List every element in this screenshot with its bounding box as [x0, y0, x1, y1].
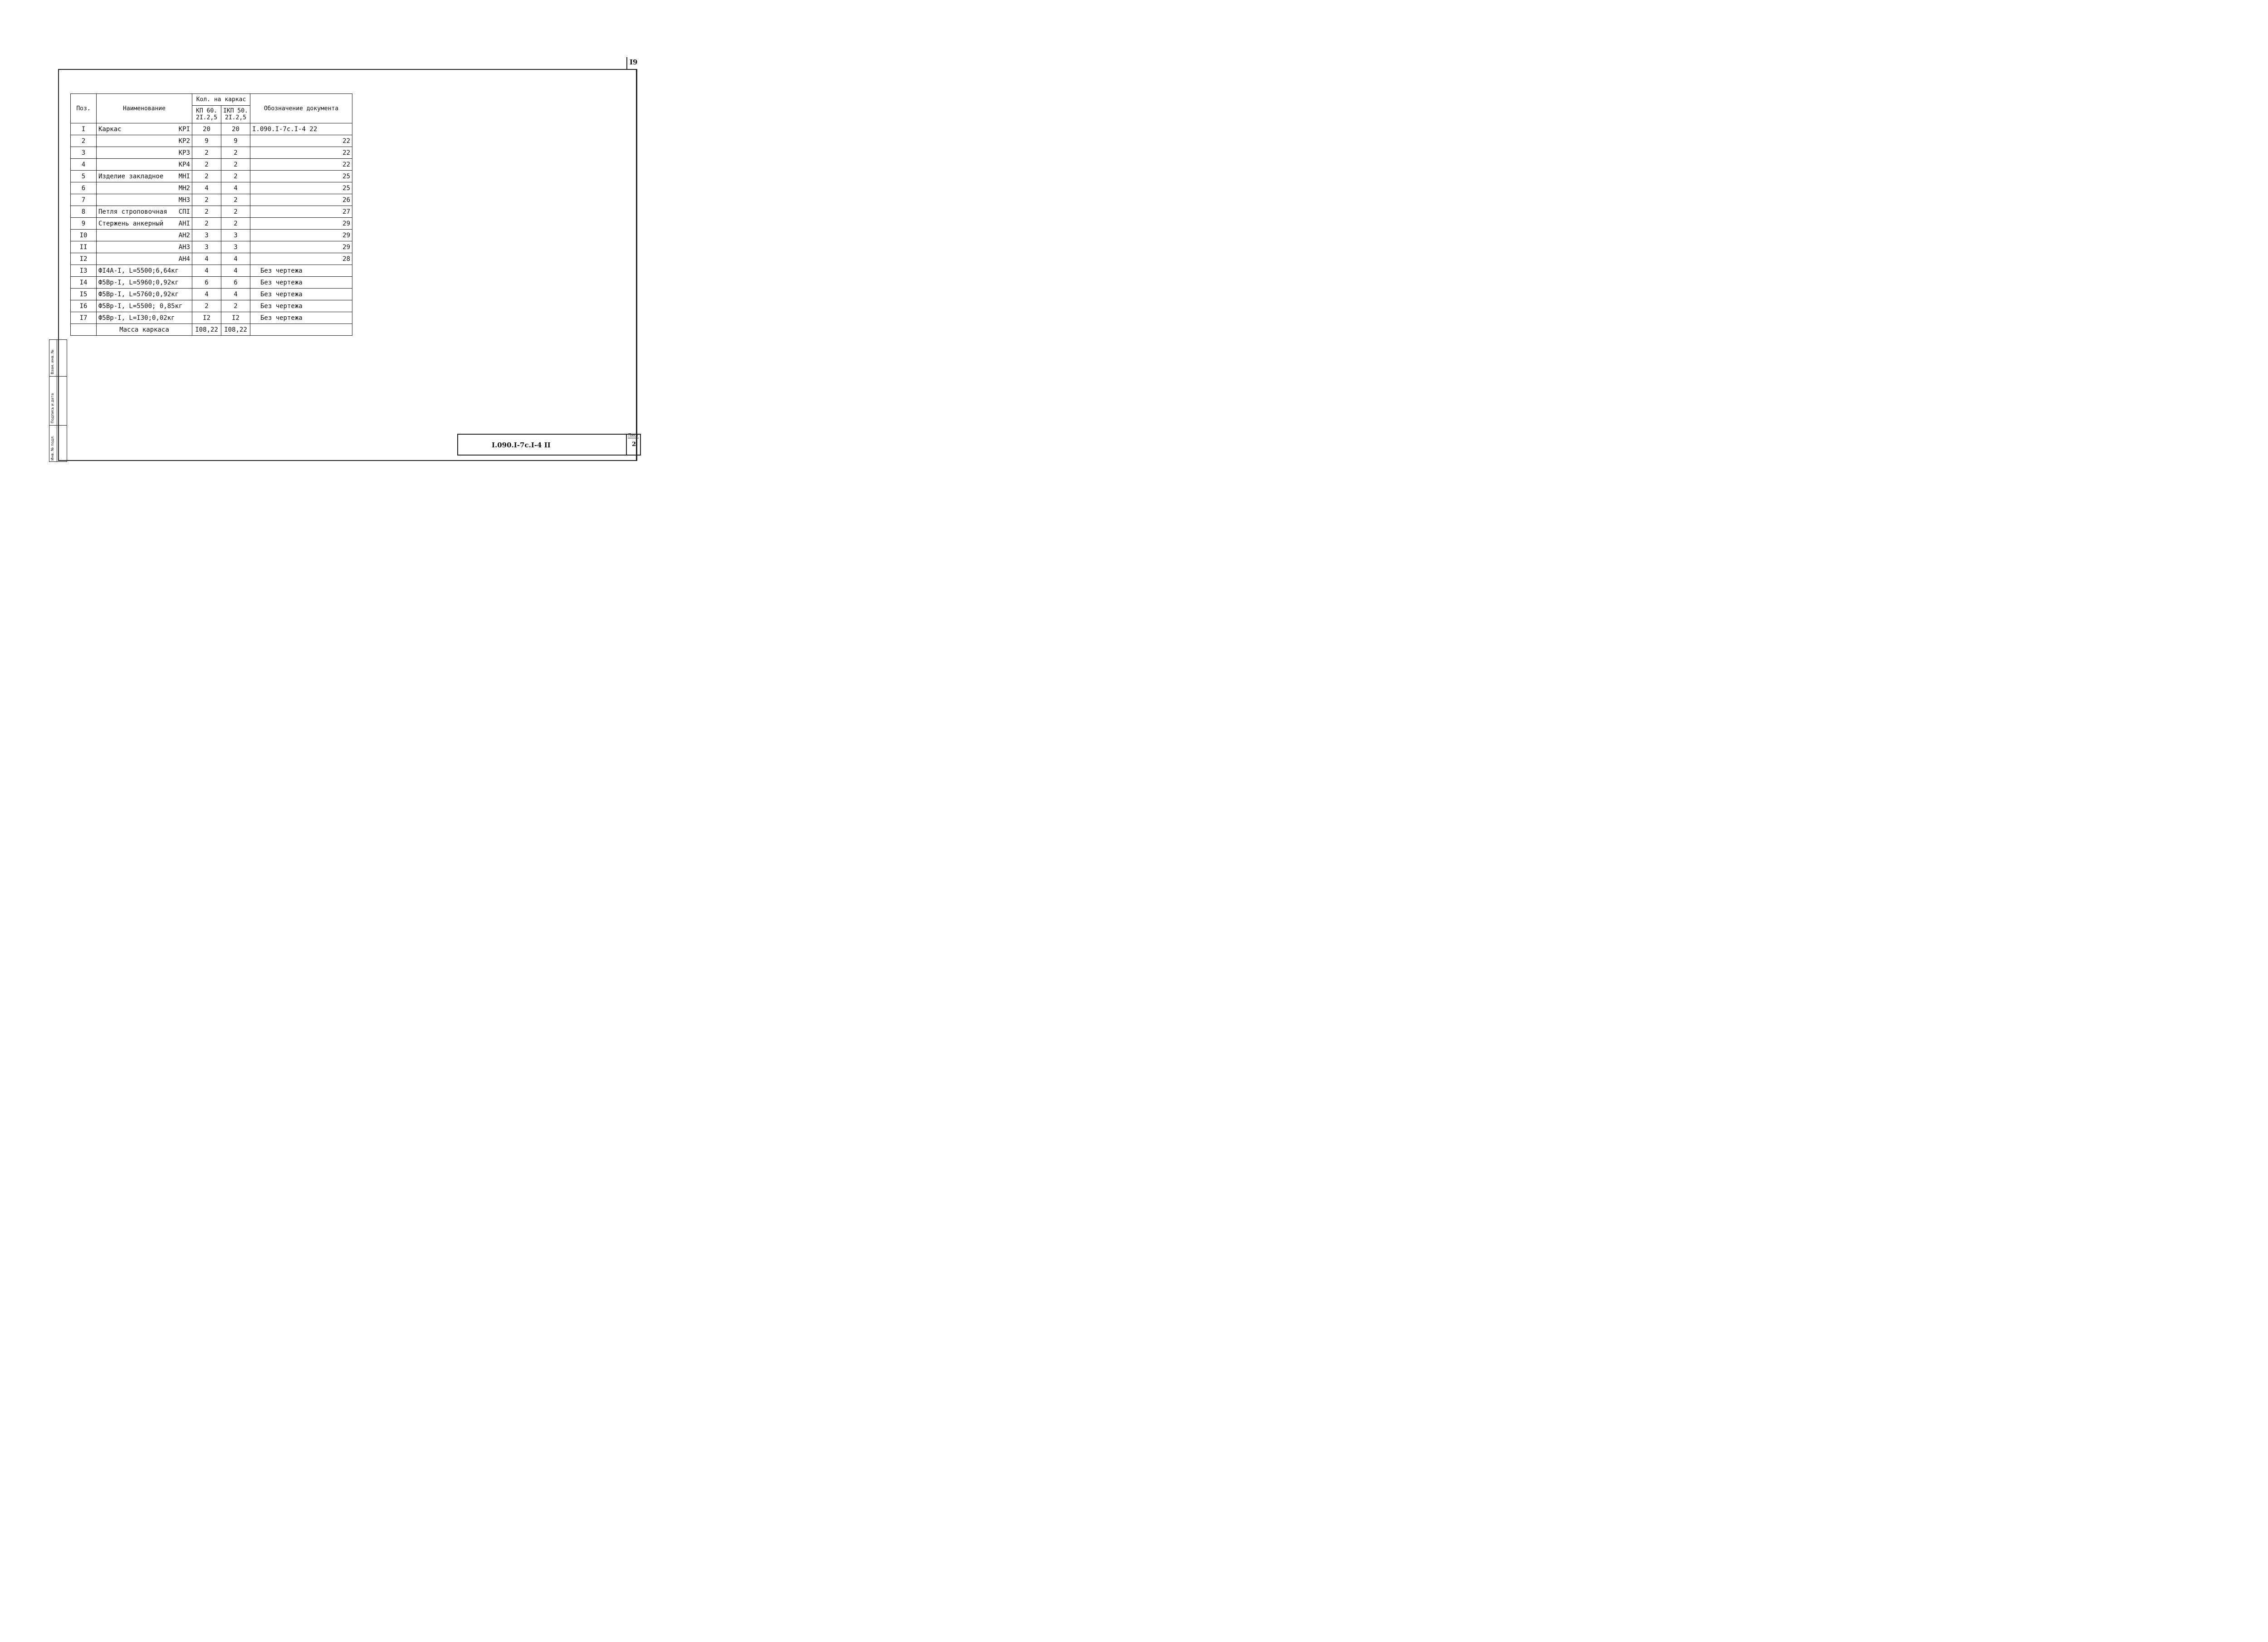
cell-qty1: 20	[192, 123, 221, 135]
cell-qty1: 2	[192, 159, 221, 171]
table-row	[71, 159, 352, 171]
item-name: Ф5Вр-I, L=5760;0,92кг	[98, 290, 179, 298]
cell-name	[97, 123, 192, 135]
cell-qty2: 2	[221, 171, 250, 182]
item-name: Стержень анкерный	[98, 220, 164, 227]
cell-name	[97, 206, 192, 218]
cell-name	[97, 147, 192, 159]
cell-name	[97, 241, 192, 253]
item-name: Ф5Вр-I, L=5500; 0,85кг	[98, 302, 183, 310]
cell-qty1: 4	[192, 253, 221, 265]
cell-qty2: 2	[221, 300, 250, 312]
total-q1: I08,22	[192, 324, 221, 336]
cell-pos: 7	[71, 194, 97, 206]
table-header-row	[71, 94, 352, 106]
cell-pos: 4	[71, 159, 97, 171]
stamp-sign-date: Подпись и дата	[50, 393, 54, 423]
cell-qty2: 3	[221, 230, 250, 241]
header-qty-col2: IКП 50. 2I.2,5	[221, 106, 250, 123]
item-mark: СПI	[178, 208, 190, 216]
cell-doc: 22	[250, 159, 352, 171]
item-mark: МН2	[178, 184, 190, 192]
item-name: ФI4А-I, L=5500;6,64кг	[98, 267, 179, 274]
cell-qty2: 2	[221, 194, 250, 206]
item-name: Ф5Вр-I, L=I30;0,02кг	[98, 314, 175, 322]
item-name: Изделие закладное	[98, 172, 164, 180]
cell-pos: I5	[71, 289, 97, 300]
item-mark: АНI	[178, 220, 190, 227]
cell-qty2: 2	[221, 218, 250, 230]
cell-pos: I6	[71, 300, 97, 312]
item-mark: КР2	[178, 137, 190, 145]
cell-qty1: 2	[192, 194, 221, 206]
header-pos: Поз.	[71, 94, 97, 123]
cell-doc: Без чертежа	[250, 265, 352, 277]
cell-qty1: 4	[192, 289, 221, 300]
cell-qty1: 2	[192, 147, 221, 159]
table-row	[71, 135, 352, 147]
cell-pos: 6	[71, 182, 97, 194]
cell-pos: I	[71, 123, 97, 135]
cell-qty2: 3	[221, 241, 250, 253]
cell-qty2: 4	[221, 289, 250, 300]
cell-pos: 2	[71, 135, 97, 147]
cell-doc: 25	[250, 171, 352, 182]
cell-qty2: 6	[221, 277, 250, 289]
table-row	[71, 265, 352, 277]
cell-name	[97, 300, 192, 312]
item-mark: КРI	[178, 125, 190, 133]
cell-qty1: 2	[192, 218, 221, 230]
total-q2: I08,22	[221, 324, 250, 336]
cell-doc: 26	[250, 194, 352, 206]
item-mark: АН4	[178, 255, 190, 263]
cell-name	[97, 230, 192, 241]
cell-doc: 29	[250, 230, 352, 241]
table-row	[71, 218, 352, 230]
header-name: Наименование	[97, 94, 192, 123]
cell-qty1: 3	[192, 241, 221, 253]
cell-qty2: 2	[221, 147, 250, 159]
cell-qty2: 4	[221, 253, 250, 265]
item-mark: КР4	[178, 161, 190, 168]
cell-pos: I2	[71, 253, 97, 265]
header-qty-col1: КП 60. 2I.2,5	[192, 106, 221, 123]
cell-qty2: 4	[221, 265, 250, 277]
cell-qty1: 3	[192, 230, 221, 241]
table-row	[71, 171, 352, 182]
cell-qty1: 2	[192, 206, 221, 218]
sheet-number: 2	[632, 441, 636, 448]
table-row	[71, 230, 352, 241]
cell-name	[97, 159, 192, 171]
cell-qty2: 2	[221, 159, 250, 171]
cell-doc: 27	[250, 206, 352, 218]
sheet-label: Лист	[628, 433, 639, 438]
cell-qty1: 9	[192, 135, 221, 147]
item-mark: МН3	[178, 196, 190, 204]
item-name: Петля строповочная	[98, 208, 167, 216]
item-mark: АН3	[178, 243, 190, 251]
table-row	[71, 206, 352, 218]
header-doc: Обозначение документа	[250, 94, 352, 123]
stamp-inv-orig: Инв. № подл.	[50, 435, 54, 461]
cell-doc: 29	[250, 241, 352, 253]
cell-name	[97, 135, 192, 147]
cell-name	[97, 277, 192, 289]
cell-name	[97, 312, 192, 324]
table-row	[71, 241, 352, 253]
item-mark: МНI	[178, 172, 190, 180]
table-row	[71, 289, 352, 300]
header-qty-group: Кол. на каркас	[192, 94, 250, 106]
cell-pos: 8	[71, 206, 97, 218]
cell-qty1: I2	[192, 312, 221, 324]
cell-qty1: 6	[192, 277, 221, 289]
cell-pos: II	[71, 241, 97, 253]
cell-doc: Без чертежа	[250, 277, 352, 289]
cell-doc: Без чертежа	[250, 289, 352, 300]
cell-name	[97, 194, 192, 206]
table-body	[71, 123, 352, 324]
cell-name	[97, 289, 192, 300]
cell-pos: 5	[71, 171, 97, 182]
margin-stamp	[49, 339, 67, 462]
item-name: Каркас	[98, 125, 122, 133]
cell-doc: I.090.I-7с.I-4 22	[250, 123, 352, 135]
table-row	[71, 253, 352, 265]
stamp-replace-inv: Взам. инв. №	[50, 349, 54, 374]
cell-qty2: 2	[221, 206, 250, 218]
cell-name	[97, 218, 192, 230]
page-number: I9	[630, 58, 638, 66]
cell-name	[97, 171, 192, 182]
cell-name	[97, 182, 192, 194]
table-row	[71, 300, 352, 312]
cell-pos: I4	[71, 277, 97, 289]
specification-table	[70, 93, 352, 336]
cell-pos: I7	[71, 312, 97, 324]
cell-doc: 22	[250, 147, 352, 159]
cell-qty2: 9	[221, 135, 250, 147]
cell-doc: 29	[250, 218, 352, 230]
document-code: I.090.I-7с.I-4 II	[492, 441, 551, 449]
cell-qty2: I2	[221, 312, 250, 324]
table-row	[71, 277, 352, 289]
cell-pos: I0	[71, 230, 97, 241]
cell-doc: 28	[250, 253, 352, 265]
table-row	[71, 123, 352, 135]
item-name: Ф5Вр-I, L=5960;0,92кг	[98, 279, 179, 286]
table-row	[71, 312, 352, 324]
cell-pos: 3	[71, 147, 97, 159]
cell-doc: 25	[250, 182, 352, 194]
cell-qty2: 20	[221, 123, 250, 135]
table-row	[71, 182, 352, 194]
table-row	[71, 147, 352, 159]
cell-qty1: 4	[192, 265, 221, 277]
item-mark: КР3	[178, 149, 190, 157]
cell-name	[97, 265, 192, 277]
total-label: Масса каркаса	[97, 324, 192, 336]
table-row	[71, 194, 352, 206]
cell-qty1: 2	[192, 300, 221, 312]
cell-doc: 22	[250, 135, 352, 147]
item-mark: АН2	[178, 231, 190, 239]
cell-qty1: 2	[192, 171, 221, 182]
cell-qty1: 4	[192, 182, 221, 194]
cell-doc: Без чертежа	[250, 312, 352, 324]
cell-doc: Без чертежа	[250, 300, 352, 312]
cell-name	[97, 253, 192, 265]
total-row	[71, 324, 352, 336]
cell-pos: 9	[71, 218, 97, 230]
cell-pos: I3	[71, 265, 97, 277]
cell-qty2: 4	[221, 182, 250, 194]
